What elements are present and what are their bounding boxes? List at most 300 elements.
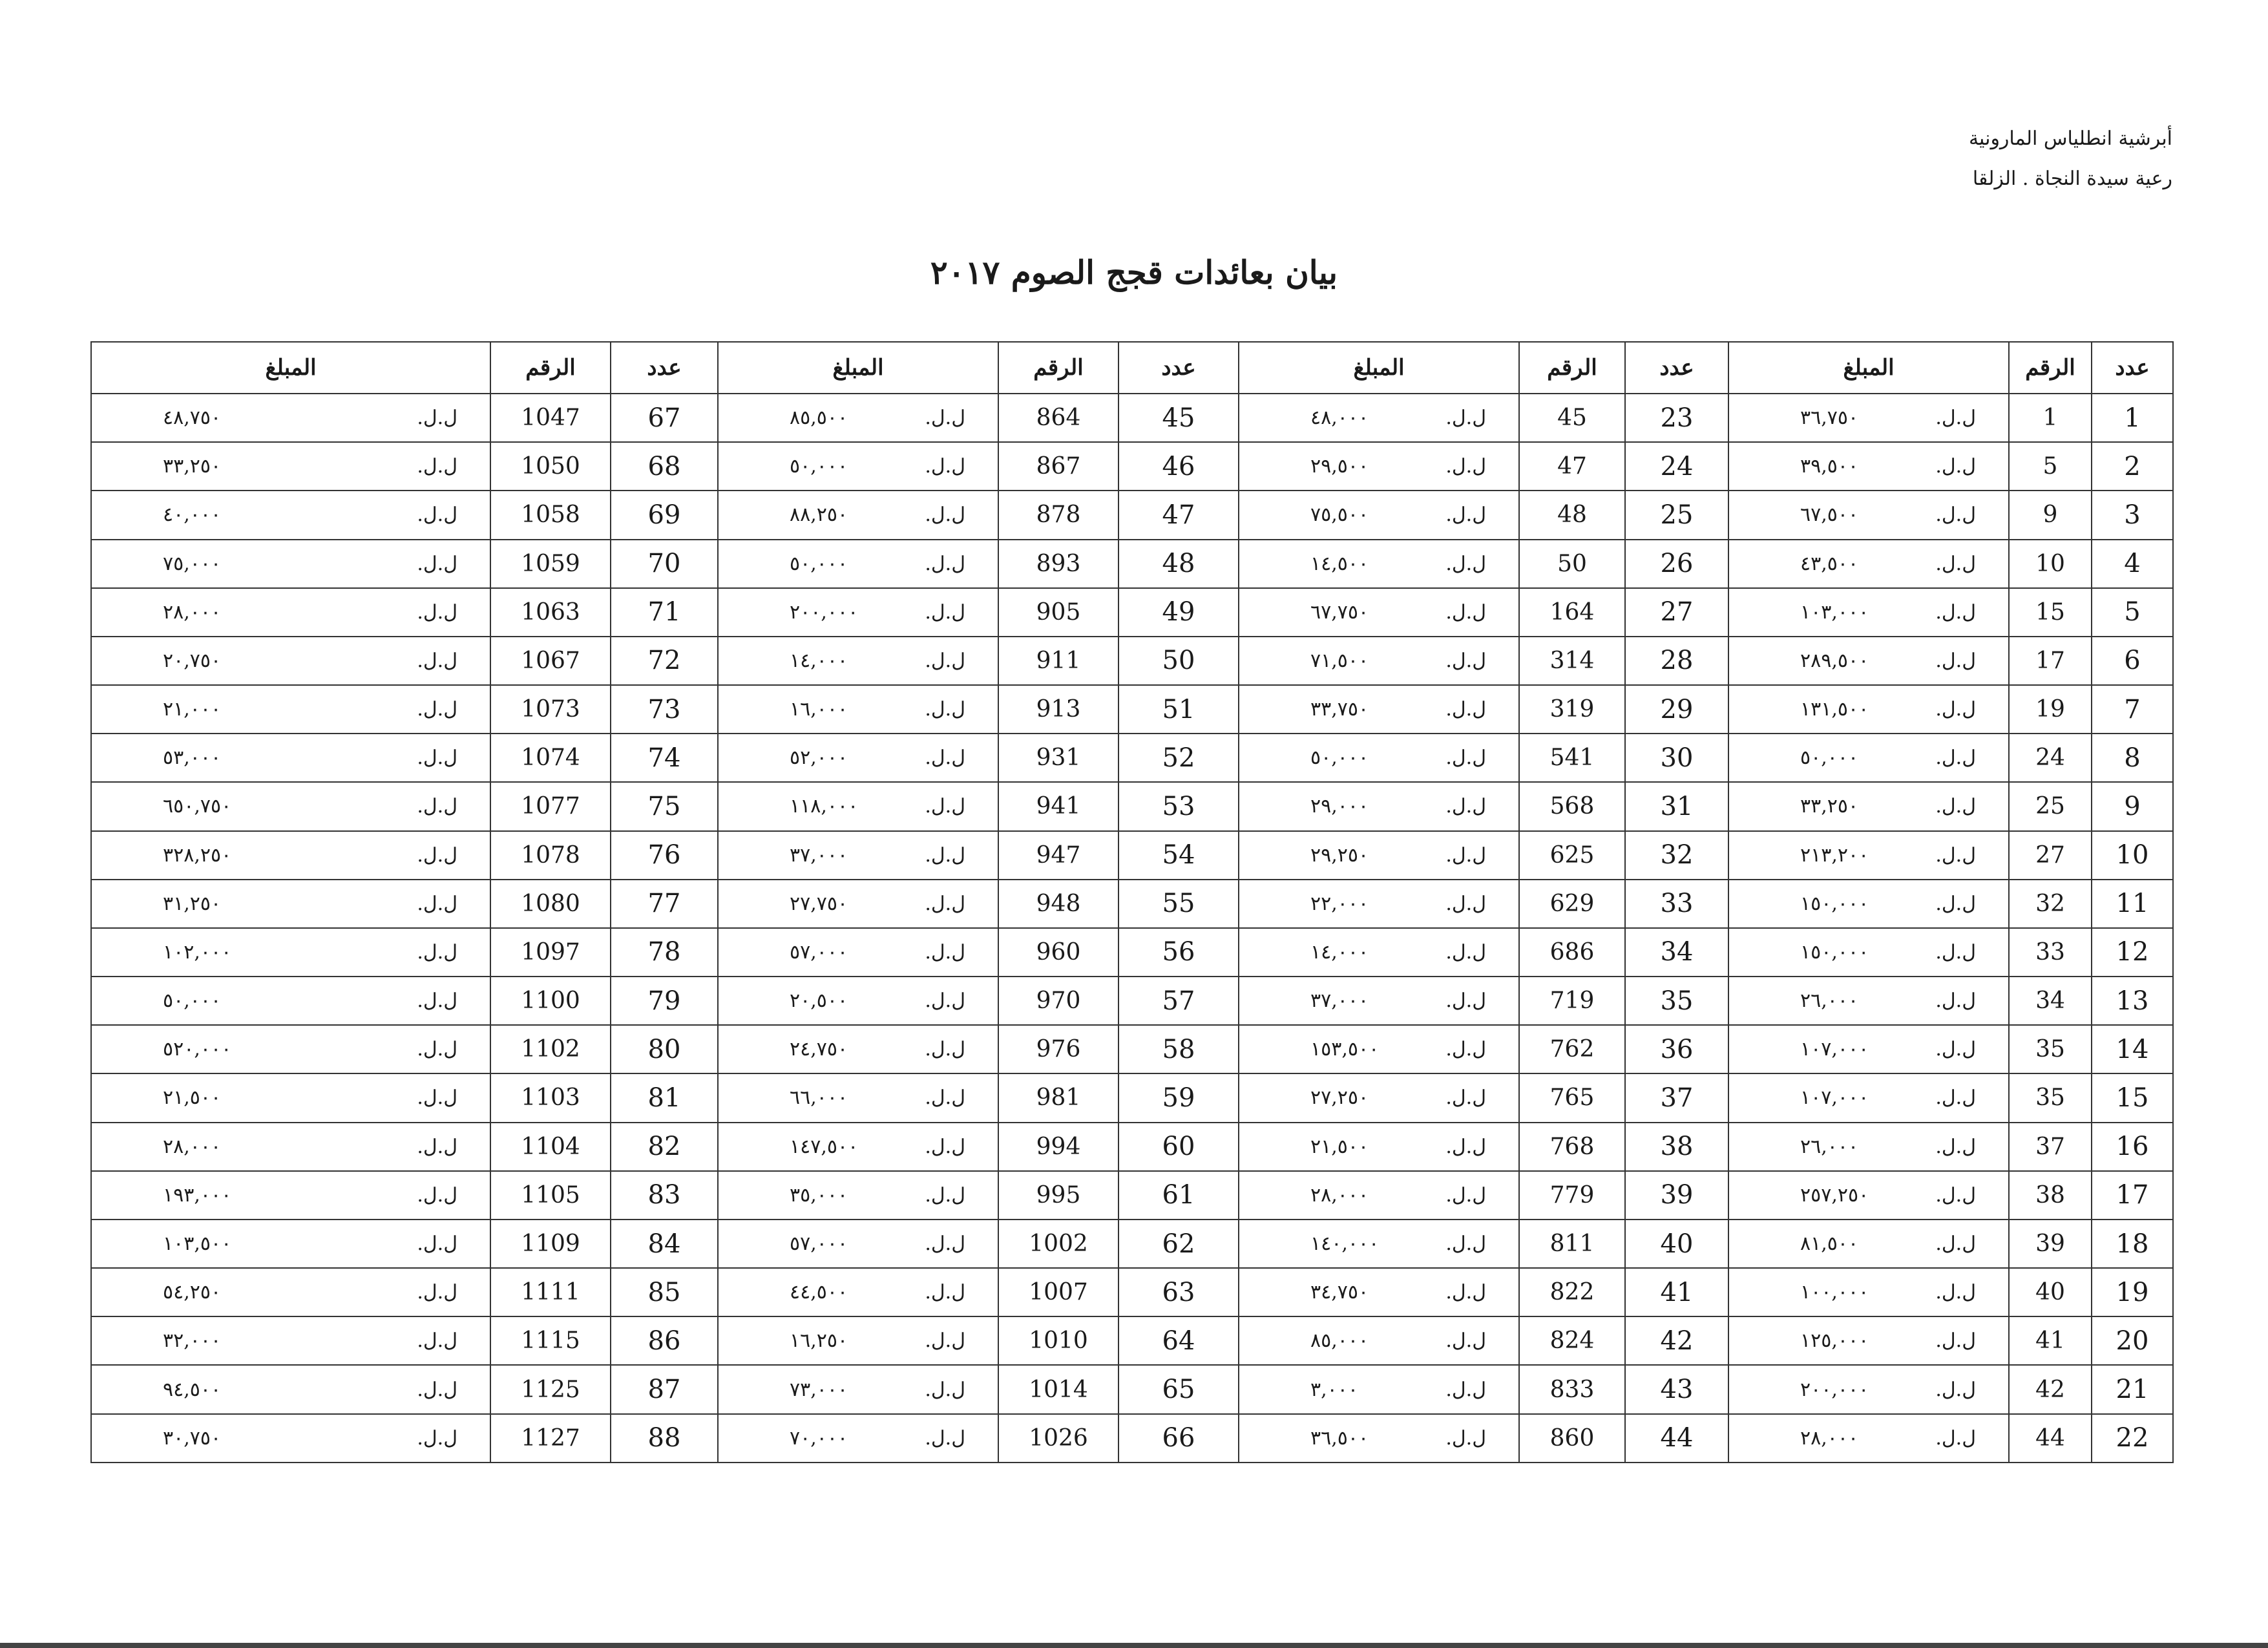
count-cell: 28 bbox=[1625, 637, 1728, 685]
amount-cell bbox=[91, 831, 490, 880]
currency-label: ل.ل. bbox=[925, 989, 965, 1013]
amount-value: ٥٠,٠٠٠ bbox=[1310, 746, 1369, 770]
page-title: بيان بعائدات قجج الصوم ٢٠١٧ bbox=[930, 253, 1338, 291]
box-number-cell: 1047 bbox=[490, 394, 611, 442]
currency-label: ل.ل. bbox=[1445, 843, 1486, 867]
amount-cell bbox=[91, 1220, 490, 1268]
box-number-cell: 995 bbox=[998, 1171, 1118, 1220]
table-row bbox=[91, 831, 2173, 880]
currency-label: ل.ل. bbox=[925, 1183, 965, 1207]
box-number-cell: 1026 bbox=[998, 1414, 1118, 1463]
header-amount: المبلغ bbox=[91, 342, 490, 394]
amount-value: ١٤,٥٠٠ bbox=[1310, 552, 1369, 575]
count-cell: 24 bbox=[1625, 442, 1728, 491]
box-number-cell: 1097 bbox=[490, 928, 611, 977]
box-number-cell: 911 bbox=[998, 637, 1118, 685]
box-number-cell: 994 bbox=[998, 1123, 1118, 1171]
currency-label: ل.ل. bbox=[1445, 1232, 1486, 1255]
parish-header bbox=[1969, 126, 2172, 206]
box-number-cell: 860 bbox=[1519, 1414, 1625, 1463]
amount-value: ١٢٥,٠٠٠ bbox=[1800, 1329, 1869, 1353]
amount-value: ٣٧,٠٠٠ bbox=[1310, 989, 1369, 1013]
table-row bbox=[91, 588, 2173, 637]
amount-cell bbox=[91, 442, 490, 491]
currency-label: ل.ل. bbox=[1935, 1183, 1976, 1207]
amount-value: ١٠٣,٠٠٠ bbox=[1800, 600, 1869, 624]
count-cell: 76 bbox=[611, 831, 718, 880]
box-number-cell: 878 bbox=[998, 491, 1118, 539]
box-number-cell: 1102 bbox=[490, 1025, 611, 1073]
box-number-cell: 768 bbox=[1519, 1123, 1625, 1171]
count-cell: 71 bbox=[611, 588, 718, 637]
currency-label: ل.ل. bbox=[1935, 552, 1976, 575]
amount-value: ١٠٧,٠٠٠ bbox=[1800, 1038, 1869, 1061]
count-cell: 17 bbox=[2092, 1171, 2173, 1220]
box-number-cell: 35 bbox=[2009, 1025, 2092, 1073]
box-number-cell: 1059 bbox=[490, 540, 611, 588]
box-number-cell: 1127 bbox=[490, 1414, 611, 1463]
amount-cell bbox=[1239, 1414, 1519, 1463]
table-row bbox=[91, 540, 2173, 588]
box-number-cell: 24 bbox=[2009, 734, 2092, 782]
amount-cell bbox=[718, 1171, 998, 1220]
amount-value: ٢٢,٠٠٠ bbox=[1310, 892, 1369, 915]
count-cell: 54 bbox=[1118, 831, 1239, 880]
box-number-cell: 17 bbox=[2009, 637, 2092, 685]
amount-cell bbox=[718, 1268, 998, 1316]
table-row bbox=[91, 1073, 2173, 1122]
count-cell: 8 bbox=[2092, 734, 2173, 782]
table-header-row bbox=[91, 342, 2173, 394]
amount-cell bbox=[1239, 977, 1519, 1025]
currency-label: ل.ل. bbox=[1935, 1329, 1976, 1353]
amount-cell bbox=[1728, 1365, 2009, 1413]
count-cell: 70 bbox=[611, 540, 718, 588]
currency-label: ل.ل. bbox=[1935, 698, 1976, 721]
box-number-cell: 35 bbox=[2009, 1073, 2092, 1122]
box-number-cell: 1100 bbox=[490, 977, 611, 1025]
amount-value: ١٥٠,٠٠٠ bbox=[1800, 892, 1869, 915]
amount-value: ٥٠,٠٠٠ bbox=[163, 989, 222, 1013]
amount-cell bbox=[718, 442, 998, 491]
amount-value: ٣٩,٥٠٠ bbox=[1800, 455, 1859, 478]
amount-cell bbox=[718, 782, 998, 830]
count-cell: 53 bbox=[1118, 782, 1239, 830]
amount-cell bbox=[1728, 394, 2009, 442]
amount-value: ٥٧,٠٠٠ bbox=[790, 1232, 848, 1255]
count-cell: 75 bbox=[611, 782, 718, 830]
currency-label: ل.ل. bbox=[417, 1086, 457, 1110]
box-number-cell: 960 bbox=[998, 928, 1118, 977]
amount-cell bbox=[91, 782, 490, 830]
currency-label: ل.ل. bbox=[925, 455, 965, 478]
amount-cell bbox=[1728, 782, 2009, 830]
count-cell: 80 bbox=[611, 1025, 718, 1073]
header-number: الرقم bbox=[1519, 342, 1625, 394]
amount-cell bbox=[1728, 1316, 2009, 1365]
header-amount: المبلغ bbox=[1728, 342, 2009, 394]
box-number-cell: 1105 bbox=[490, 1171, 611, 1220]
amount-cell bbox=[91, 637, 490, 685]
amount-value: ١٦,٠٠٠ bbox=[790, 698, 848, 721]
amount-cell bbox=[1239, 1316, 1519, 1365]
currency-label: ل.ل. bbox=[925, 892, 965, 915]
count-cell: 62 bbox=[1118, 1220, 1239, 1268]
amount-value: ٤٣,٥٠٠ bbox=[1800, 552, 1859, 575]
box-number-cell: 686 bbox=[1519, 928, 1625, 977]
amount-cell bbox=[1239, 1268, 1519, 1316]
box-number-cell: 1050 bbox=[490, 442, 611, 491]
count-cell: 61 bbox=[1118, 1171, 1239, 1220]
table-row bbox=[91, 734, 2173, 782]
count-cell: 59 bbox=[1118, 1073, 1239, 1122]
count-cell: 83 bbox=[611, 1171, 718, 1220]
currency-label: ل.ل. bbox=[925, 843, 965, 867]
count-cell: 25 bbox=[1625, 491, 1728, 539]
amount-value: ٨٨,٢٥٠ bbox=[790, 503, 848, 527]
count-cell: 47 bbox=[1118, 491, 1239, 539]
amount-cell bbox=[718, 734, 998, 782]
currency-label: ل.ل. bbox=[417, 1426, 457, 1450]
currency-label: ل.ل. bbox=[1445, 746, 1486, 770]
count-cell: 2 bbox=[2092, 442, 2173, 491]
currency-label: ل.ل. bbox=[1935, 892, 1976, 915]
count-cell: 73 bbox=[611, 685, 718, 734]
amount-cell bbox=[718, 1073, 998, 1122]
amount-value: ١٩٣,٠٠٠ bbox=[163, 1183, 232, 1207]
amount-cell bbox=[1728, 637, 2009, 685]
box-number-cell: 864 bbox=[998, 394, 1118, 442]
currency-label: ل.ل. bbox=[1445, 1135, 1486, 1158]
currency-label: ل.ل. bbox=[1445, 1378, 1486, 1401]
amount-cell bbox=[91, 1414, 490, 1463]
table-row bbox=[91, 1268, 2173, 1316]
amount-value: ١٤٧,٥٠٠ bbox=[790, 1135, 859, 1158]
amount-value: ١٠٢,٠٠٠ bbox=[163, 940, 232, 964]
count-cell: 55 bbox=[1118, 880, 1239, 928]
amount-value: ٧١,٥٠٠ bbox=[1310, 649, 1369, 672]
header-number: الرقم bbox=[490, 342, 611, 394]
amount-value: ٢٤,٧٥٠ bbox=[790, 1038, 848, 1061]
amount-cell bbox=[91, 685, 490, 734]
box-number-cell: 762 bbox=[1519, 1025, 1625, 1073]
amount-cell bbox=[1239, 782, 1519, 830]
parish-name: رعية سيدة النجاة . الزلقا bbox=[1972, 167, 2172, 190]
amount-cell bbox=[1239, 1123, 1519, 1171]
box-number-cell: 893 bbox=[998, 540, 1118, 588]
amount-value: ٥٠,٠٠٠ bbox=[1800, 746, 1859, 770]
box-number-cell: 833 bbox=[1519, 1365, 1625, 1413]
amount-value: ١٠٧,٠٠٠ bbox=[1800, 1086, 1869, 1110]
amount-cell bbox=[1728, 1073, 2009, 1122]
currency-label: ل.ل. bbox=[417, 940, 457, 964]
currency-label: ل.ل. bbox=[1935, 989, 1976, 1013]
amount-cell bbox=[718, 928, 998, 977]
currency-label: ل.ل. bbox=[1935, 1038, 1976, 1061]
box-number-cell: 719 bbox=[1519, 977, 1625, 1025]
amount-value: ٢١,٥٠٠ bbox=[1310, 1135, 1369, 1158]
box-number-cell: 1002 bbox=[998, 1220, 1118, 1268]
currency-label: ل.ل. bbox=[1935, 503, 1976, 527]
currency-label: ل.ل. bbox=[1445, 1281, 1486, 1304]
box-number-cell: 9 bbox=[2009, 491, 2092, 539]
count-cell: 72 bbox=[611, 637, 718, 685]
amount-cell bbox=[91, 880, 490, 928]
count-cell: 69 bbox=[611, 491, 718, 539]
amount-value: ٧٣,٠٠٠ bbox=[790, 1378, 848, 1401]
amount-value: ٣٢,٠٠٠ bbox=[163, 1329, 222, 1353]
currency-label: ل.ل. bbox=[1445, 1183, 1486, 1207]
table-row bbox=[91, 491, 2173, 539]
amount-value: ٧٥,٥٠٠ bbox=[1310, 503, 1369, 527]
amount-value: ٣٣,٧٥٠ bbox=[1310, 698, 1369, 721]
amount-value: ١٤,٠٠٠ bbox=[790, 649, 848, 672]
box-number-cell: 41 bbox=[2009, 1316, 2092, 1365]
box-number-cell: 541 bbox=[1519, 734, 1625, 782]
count-cell: 56 bbox=[1118, 928, 1239, 977]
count-cell: 64 bbox=[1118, 1316, 1239, 1365]
count-cell: 88 bbox=[611, 1414, 718, 1463]
box-number-cell: 822 bbox=[1519, 1268, 1625, 1316]
amount-value: ٨٥,٥٠٠ bbox=[790, 407, 848, 430]
box-number-cell: 1074 bbox=[490, 734, 611, 782]
box-number-cell: 1014 bbox=[998, 1365, 1118, 1413]
amount-value: ٤٨,٠٠٠ bbox=[1310, 407, 1369, 430]
amount-cell bbox=[1728, 588, 2009, 637]
amount-cell bbox=[718, 1123, 998, 1171]
box-number-cell: 779 bbox=[1519, 1171, 1625, 1220]
currency-label: ل.ل. bbox=[1935, 1086, 1976, 1110]
header-count: عدد bbox=[2092, 342, 2173, 394]
amount-cell bbox=[718, 1220, 998, 1268]
amount-value: ٦٧,٧٥٠ bbox=[1310, 600, 1369, 624]
box-number-cell: 33 bbox=[2009, 928, 2092, 977]
box-number-cell: 319 bbox=[1519, 685, 1625, 734]
amount-cell bbox=[1239, 1073, 1519, 1122]
currency-label: ل.ل. bbox=[1935, 843, 1976, 867]
count-cell: 85 bbox=[611, 1268, 718, 1316]
box-number-cell: 15 bbox=[2009, 588, 2092, 637]
table-row bbox=[91, 637, 2173, 685]
amount-value: ٢١٣,٢٠٠ bbox=[1800, 843, 1869, 867]
amount-value: ٥٠,٠٠٠ bbox=[790, 455, 848, 478]
currency-label: ل.ل. bbox=[417, 552, 457, 575]
count-cell: 67 bbox=[611, 394, 718, 442]
amount-cell bbox=[1728, 1268, 2009, 1316]
currency-label: ل.ل. bbox=[1445, 649, 1486, 672]
header-number: الرقم bbox=[2009, 342, 2092, 394]
amount-cell bbox=[1239, 880, 1519, 928]
box-number-cell: 40 bbox=[2009, 1268, 2092, 1316]
box-number-cell: 1073 bbox=[490, 685, 611, 734]
table-row bbox=[91, 1025, 2173, 1073]
currency-label: ل.ل. bbox=[925, 552, 965, 575]
currency-label: ل.ل. bbox=[417, 989, 457, 1013]
count-cell: 18 bbox=[2092, 1220, 2173, 1268]
amount-cell bbox=[1728, 880, 2009, 928]
count-cell: 65 bbox=[1118, 1365, 1239, 1413]
currency-label: ل.ل. bbox=[417, 1135, 457, 1158]
amount-value: ٣٧,٠٠٠ bbox=[790, 843, 848, 867]
amount-cell bbox=[1239, 928, 1519, 977]
count-cell: 6 bbox=[2092, 637, 2173, 685]
amount-cell bbox=[91, 1123, 490, 1171]
table-row bbox=[91, 685, 2173, 734]
box-number-cell: 42 bbox=[2009, 1365, 2092, 1413]
count-cell: 38 bbox=[1625, 1123, 1728, 1171]
currency-label: ل.ل. bbox=[925, 1426, 965, 1450]
currency-label: ل.ل. bbox=[925, 1329, 965, 1353]
amount-value: ٣٥,٠٠٠ bbox=[790, 1183, 848, 1207]
count-cell: 78 bbox=[611, 928, 718, 977]
currency-label: ل.ل. bbox=[1445, 1038, 1486, 1061]
count-cell: 40 bbox=[1625, 1220, 1728, 1268]
count-cell: 43 bbox=[1625, 1365, 1728, 1413]
amount-value: ٣٢٨,٢٥٠ bbox=[163, 843, 232, 867]
count-cell: 22 bbox=[2092, 1414, 2173, 1463]
currency-label: ل.ل. bbox=[417, 600, 457, 624]
box-number-cell: 38 bbox=[2009, 1171, 2092, 1220]
amount-value: ٦٧,٥٠٠ bbox=[1800, 503, 1859, 527]
currency-label: ل.ل. bbox=[925, 795, 965, 818]
table-row bbox=[91, 1123, 2173, 1171]
table-row bbox=[91, 928, 2173, 977]
count-cell: 11 bbox=[2092, 880, 2173, 928]
amount-value: ٢٧,٢٥٠ bbox=[1310, 1086, 1369, 1110]
amount-value: ٢٦,٠٠٠ bbox=[1800, 989, 1859, 1013]
box-number-cell: 811 bbox=[1519, 1220, 1625, 1268]
amount-value: ٣٤,٧٥٠ bbox=[1310, 1281, 1369, 1304]
amount-cell bbox=[1239, 734, 1519, 782]
amount-value: ٥٢,٠٠٠ bbox=[790, 746, 848, 770]
currency-label: ل.ل. bbox=[925, 1038, 965, 1061]
amount-cell bbox=[91, 491, 490, 539]
count-cell: 68 bbox=[611, 442, 718, 491]
amount-cell bbox=[718, 394, 998, 442]
table-row bbox=[91, 1171, 2173, 1220]
count-cell: 15 bbox=[2092, 1073, 2173, 1122]
currency-label: ل.ل. bbox=[417, 843, 457, 867]
amount-value: ٢٨٩,٥٠٠ bbox=[1800, 649, 1869, 672]
currency-label: ل.ل. bbox=[417, 1329, 457, 1353]
count-cell: 33 bbox=[1625, 880, 1728, 928]
currency-label: ل.ل. bbox=[1445, 552, 1486, 575]
box-number-cell: 948 bbox=[998, 880, 1118, 928]
box-number-cell: 1010 bbox=[998, 1316, 1118, 1365]
amount-value: ٢٥٧,٢٥٠ bbox=[1800, 1183, 1869, 1207]
amount-value: ٢١,٠٠٠ bbox=[163, 698, 222, 721]
box-number-cell: 48 bbox=[1519, 491, 1625, 539]
count-cell: 9 bbox=[2092, 782, 2173, 830]
diocese-name: أبرشية انطلياس المارونية bbox=[1968, 127, 2172, 150]
count-cell: 34 bbox=[1625, 928, 1728, 977]
currency-label: ل.ل. bbox=[1935, 1135, 1976, 1158]
box-number-cell: 39 bbox=[2009, 1220, 2092, 1268]
amount-value: ١٤,٠٠٠ bbox=[1310, 940, 1369, 964]
currency-label: ل.ل. bbox=[925, 746, 965, 770]
header-amount: المبلغ bbox=[1239, 342, 1519, 394]
currency-label: ل.ل. bbox=[925, 649, 965, 672]
amount-value: ٥٣,٠٠٠ bbox=[163, 746, 222, 770]
amount-cell bbox=[718, 540, 998, 588]
count-cell: 5 bbox=[2092, 588, 2173, 637]
count-cell: 41 bbox=[1625, 1268, 1728, 1316]
amount-cell bbox=[1239, 1171, 1519, 1220]
count-cell: 51 bbox=[1118, 685, 1239, 734]
amount-value: ١١٨,٠٠٠ bbox=[790, 795, 859, 818]
count-cell: 49 bbox=[1118, 588, 1239, 637]
box-number-cell: 1077 bbox=[490, 782, 611, 830]
box-number-cell: 19 bbox=[2009, 685, 2092, 734]
box-number-cell: 824 bbox=[1519, 1316, 1625, 1365]
box-number-cell: 1103 bbox=[490, 1073, 611, 1122]
box-number-cell: 629 bbox=[1519, 880, 1625, 928]
box-number-cell: 164 bbox=[1519, 588, 1625, 637]
amount-cell bbox=[1728, 734, 2009, 782]
box-number-cell: 1058 bbox=[490, 491, 611, 539]
amount-cell bbox=[91, 1316, 490, 1365]
currency-label: ل.ل. bbox=[1935, 1426, 1976, 1450]
box-number-cell: 1115 bbox=[490, 1316, 611, 1365]
currency-label: ل.ل. bbox=[1445, 1086, 1486, 1110]
count-cell: 32 bbox=[1625, 831, 1728, 880]
header-number: الرقم bbox=[998, 342, 1118, 394]
count-cell: 44 bbox=[1625, 1414, 1728, 1463]
count-cell: 57 bbox=[1118, 977, 1239, 1025]
header-amount: المبلغ bbox=[718, 342, 998, 394]
amount-cell bbox=[718, 831, 998, 880]
count-cell: 10 bbox=[2092, 831, 2173, 880]
amount-value: ١٦,٢٥٠ bbox=[790, 1329, 848, 1353]
currency-label: ل.ل. bbox=[1445, 600, 1486, 624]
currency-label: ل.ل. bbox=[1935, 600, 1976, 624]
box-number-cell: 1063 bbox=[490, 588, 611, 637]
currency-label: ل.ل. bbox=[1935, 940, 1976, 964]
currency-label: ل.ل. bbox=[1935, 455, 1976, 478]
amount-value: ٤٨,٧٥٠ bbox=[163, 407, 222, 430]
currency-label: ل.ل. bbox=[1445, 407, 1486, 430]
currency-label: ل.ل. bbox=[1445, 1329, 1486, 1353]
amount-value: ٢٦,٠٠٠ bbox=[1800, 1135, 1859, 1158]
count-cell: 58 bbox=[1118, 1025, 1239, 1073]
box-number-cell: 27 bbox=[2009, 831, 2092, 880]
box-number-cell: 37 bbox=[2009, 1123, 2092, 1171]
count-cell: 79 bbox=[611, 977, 718, 1025]
amount-value: ٧٥,٠٠٠ bbox=[163, 552, 222, 575]
currency-label: ل.ل. bbox=[1935, 649, 1976, 672]
box-number-cell: 25 bbox=[2009, 782, 2092, 830]
amount-value: ٣,٠٠٠ bbox=[1310, 1378, 1358, 1401]
box-number-cell: 45 bbox=[1519, 394, 1625, 442]
amount-value: ٢٩,٠٠٠ bbox=[1310, 795, 1369, 818]
amount-cell bbox=[1239, 394, 1519, 442]
amount-value: ١٤٠,٠٠٠ bbox=[1310, 1232, 1380, 1255]
box-number-cell: 34 bbox=[2009, 977, 2092, 1025]
count-cell: 23 bbox=[1625, 394, 1728, 442]
amount-cell bbox=[1239, 1025, 1519, 1073]
amount-cell bbox=[1728, 540, 2009, 588]
box-number-cell: 976 bbox=[998, 1025, 1118, 1073]
box-number-cell: 1125 bbox=[490, 1365, 611, 1413]
amount-value: ٢٨,٠٠٠ bbox=[1310, 1183, 1369, 1207]
amount-value: ٢٠٠,٠٠٠ bbox=[1800, 1378, 1869, 1401]
amount-value: ٦٥٠,٧٥٠ bbox=[163, 795, 232, 818]
amount-cell bbox=[1239, 442, 1519, 491]
count-cell: 37 bbox=[1625, 1073, 1728, 1122]
amount-cell bbox=[91, 540, 490, 588]
count-cell: 19 bbox=[2092, 1268, 2173, 1316]
box-number-cell: 44 bbox=[2009, 1414, 2092, 1463]
